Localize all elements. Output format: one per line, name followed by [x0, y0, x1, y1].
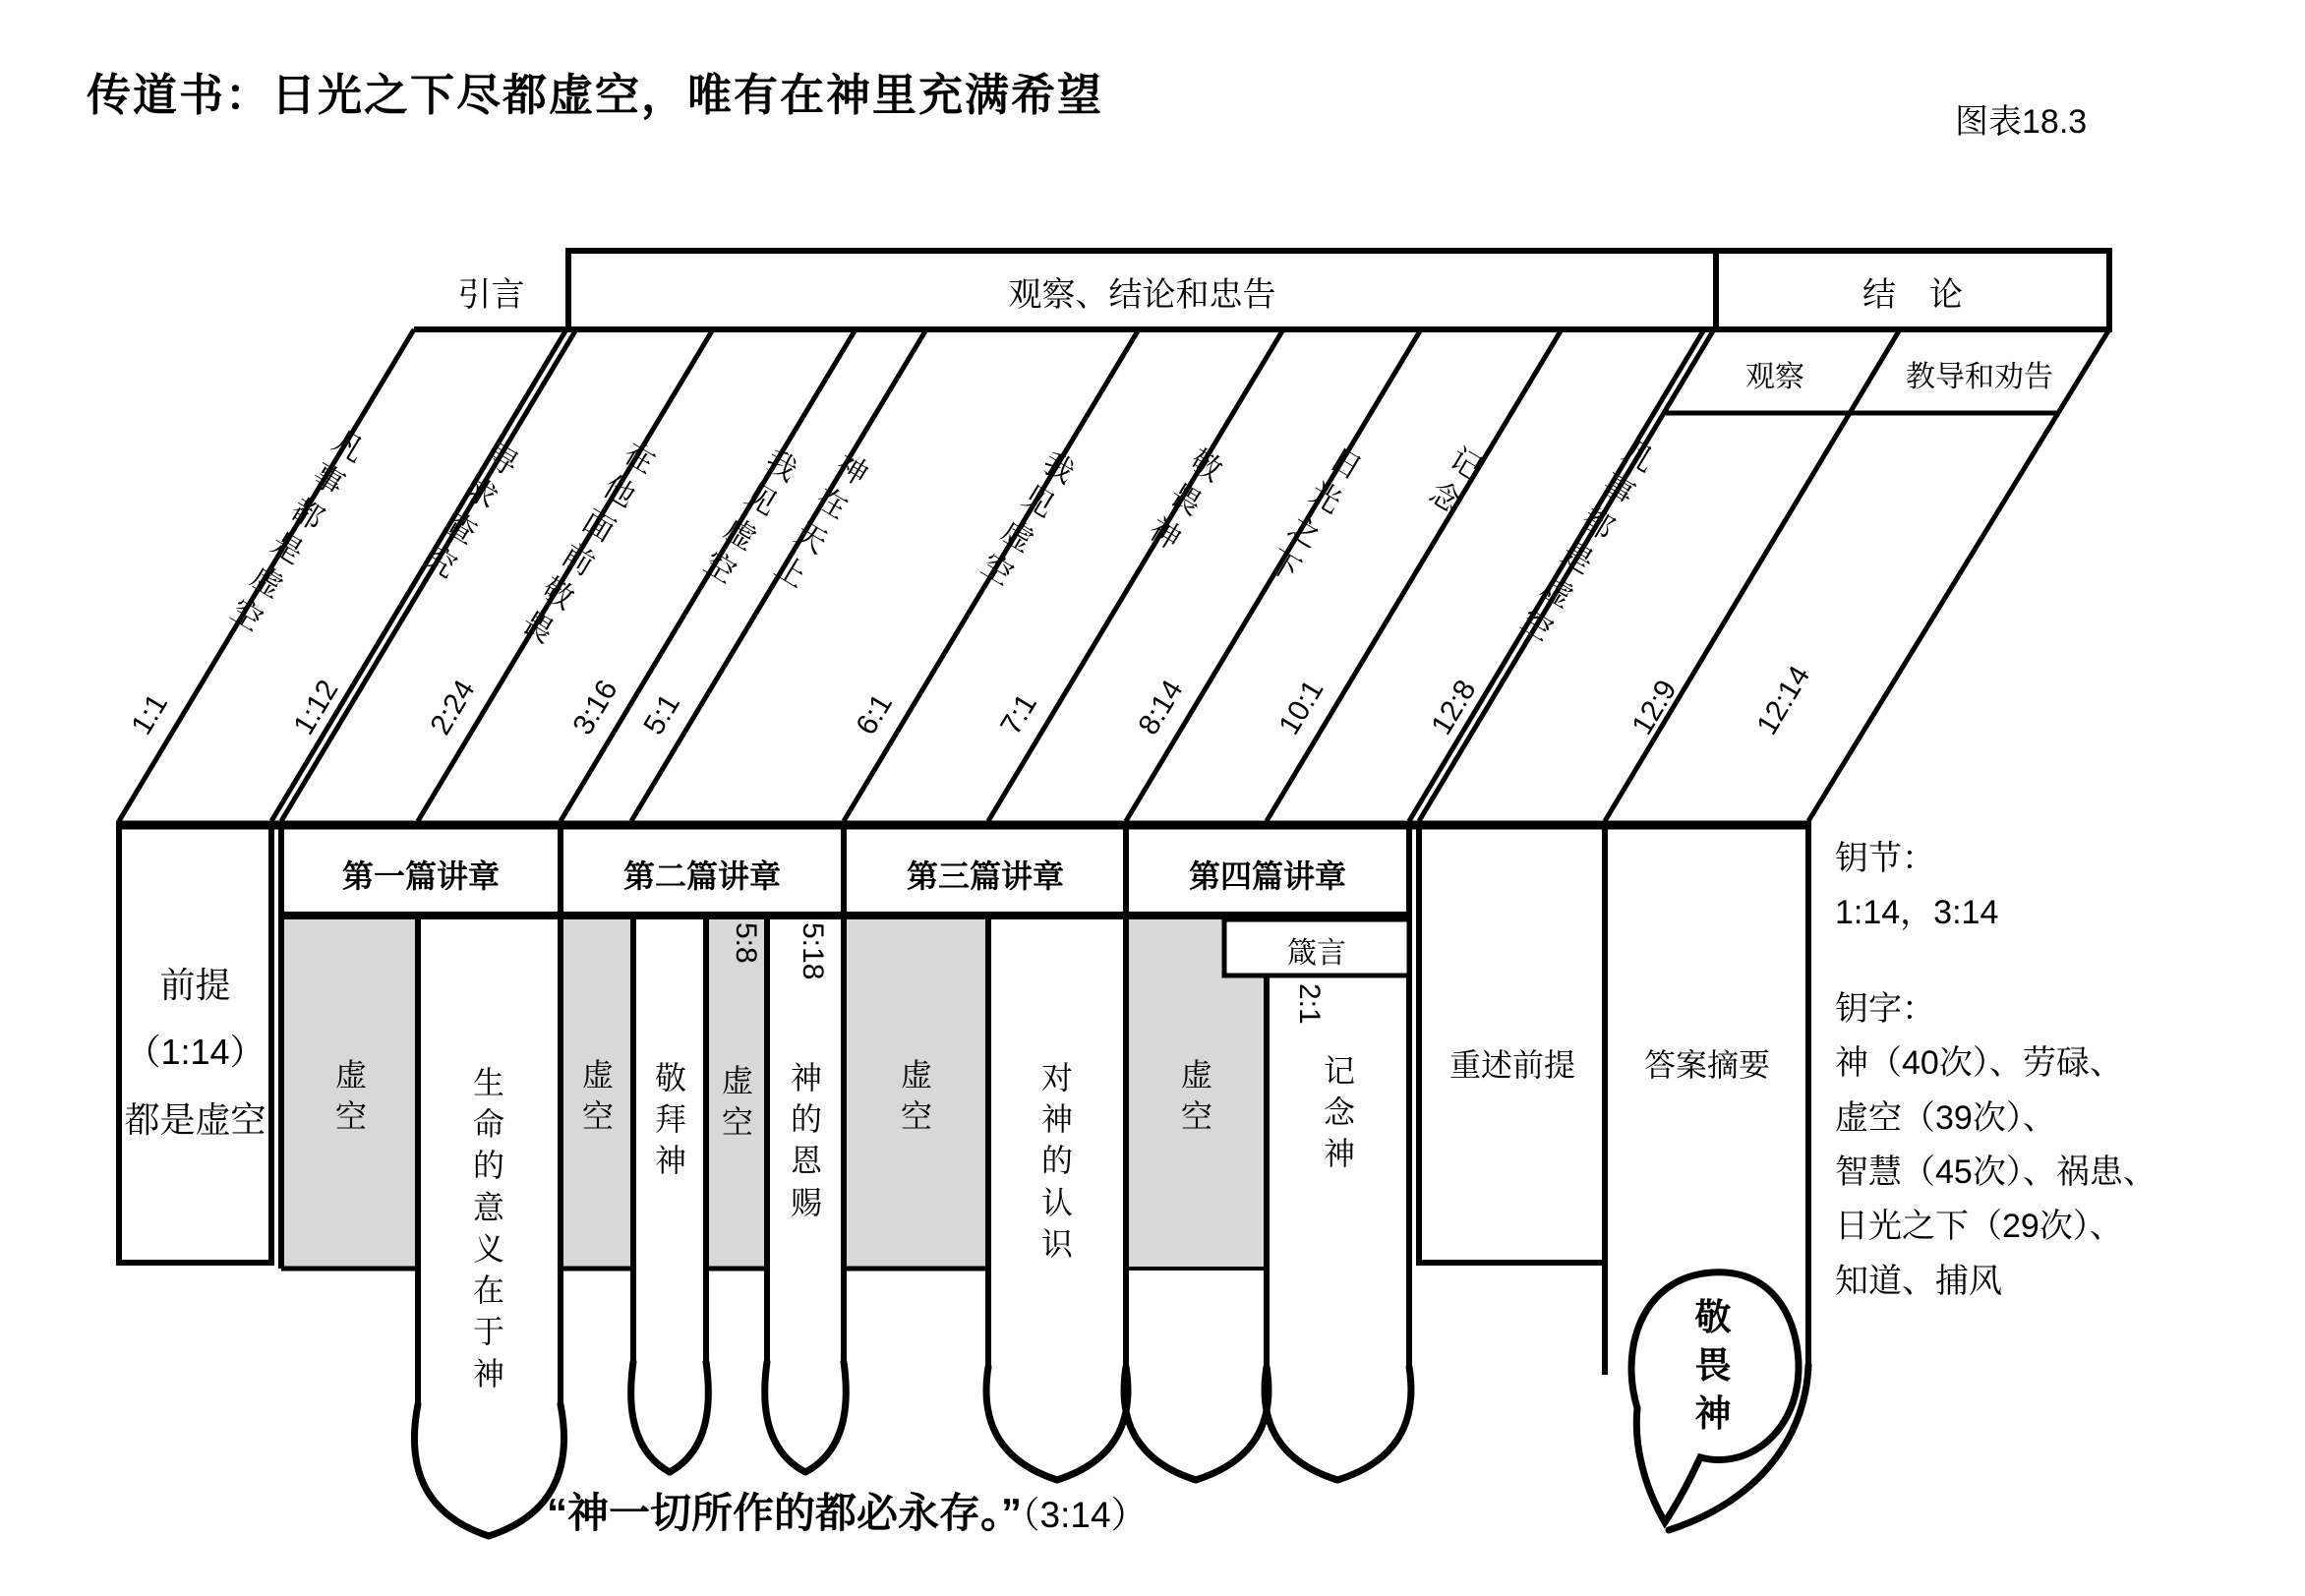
fear-god-label: 敬畏神 — [1694, 1297, 1732, 1434]
slant-label-7: 敬畏神 — [1143, 443, 1228, 558]
sermon-4-header: 第四篇讲章 — [1188, 858, 1346, 894]
key-words-4: 日光之下（29次）、 — [1835, 1208, 2123, 1246]
ref-5-18: 5:18 — [797, 922, 829, 980]
slant-label-3: 在他面前敬畏 — [514, 435, 662, 652]
key-words-3: 智慧（45次）、祸患、 — [1835, 1153, 2157, 1192]
key-block — [1835, 832, 2157, 1309]
sermon-3-header: 第三篇讲章 — [906, 858, 1064, 894]
ref-2-24: 2:24 — [424, 674, 482, 740]
figure-number: 图表18.3 — [1955, 103, 2088, 141]
premise-block — [119, 952, 271, 1153]
ref-2-1: 2:1 — [1293, 983, 1326, 1025]
bottom-quote — [547, 1481, 1148, 1540]
sermon-2-header: 第二篇讲章 — [622, 858, 781, 894]
ref-8-14: 8:14 — [1132, 674, 1190, 740]
quote-ref: （3:14） — [1022, 1495, 1148, 1535]
key-verses: 1:14，3:14 — [1835, 894, 1999, 932]
key-verses-title: 钥节： — [1835, 840, 1935, 877]
header-conclusion: 结 论 — [1862, 276, 1963, 314]
subheader-observe: 观察 — [1745, 361, 1804, 393]
header-observation: 观察、结论和忠告 — [1008, 276, 1276, 314]
key-words-2: 虚空（39次）、 — [1835, 1098, 2056, 1137]
ref-7-1: 7:1 — [994, 688, 1044, 740]
col-gods-gift: 神的恩赐 — [790, 1059, 822, 1221]
subheader-teach: 教导和劝告 — [1906, 361, 2053, 393]
slant-label-5: 神在天上 — [768, 446, 874, 595]
ref-6-1: 6:1 — [850, 688, 900, 740]
key-words-5: 知道、捕风 — [1835, 1262, 2002, 1300]
ref-12-8: 12:8 — [1425, 674, 1483, 740]
slant-label-9: 记念 — [1422, 441, 1488, 521]
page-title: 传道书：日光之下尽都虚空，唯有在神里充满希望 — [87, 70, 1104, 120]
ref-5-1: 5:1 — [637, 688, 687, 740]
ref-1-1: 1:1 — [125, 688, 175, 740]
premise-line-3: 都是虚空 — [124, 1098, 266, 1140]
ref-10-1: 10:1 — [1272, 674, 1330, 740]
ref-3-16: 3:16 — [566, 674, 624, 740]
col-worship-god: 敬拜神 — [654, 1059, 686, 1180]
slant-label-6: 我见虚空 — [975, 444, 1081, 593]
slant-label-1: 凡事都是虚空 — [223, 423, 371, 640]
answer-summary-label: 答案摘要 — [1643, 1047, 1770, 1083]
col-knowing-god: 对神的认识 — [1040, 1059, 1073, 1263]
premise-line-1: 前提 — [159, 965, 231, 1005]
key-words-title: 钥字： — [1835, 989, 1935, 1028]
key-words-1: 神（40次）、劳碌、 — [1835, 1044, 2123, 1083]
header-intro: 引言 — [457, 276, 525, 314]
ref-12-9: 12:9 — [1625, 674, 1684, 740]
col-vanity-2: 虚空 — [581, 1056, 614, 1136]
slant-label-10: 凡事都是虚空 — [1513, 433, 1661, 650]
col-vanity-4: 虚空 — [900, 1056, 932, 1136]
premise-line-2: （1:14） — [125, 1032, 266, 1073]
proverb-label: 箴言 — [1287, 937, 1346, 970]
ref-12-14: 12:14 — [1750, 660, 1817, 740]
slant-label-2: 寻求查究 — [418, 437, 524, 585]
restate-premise-label: 重述前提 — [1448, 1047, 1575, 1083]
slant-label-4: 我见虚空 — [697, 443, 803, 591]
quote-text: “神一切所作的都必永存。” — [547, 1490, 1023, 1536]
col-vanity-1: 虚空 — [334, 1056, 367, 1136]
sermon-1-header: 第一篇讲章 — [341, 858, 500, 894]
ref-1-12: 1:12 — [287, 674, 345, 740]
col-meaning-of-life: 生命的意义在于神 — [472, 1064, 504, 1392]
col-vanity-3: 虚空 — [721, 1062, 753, 1142]
ref-5-8: 5:8 — [730, 922, 762, 964]
col-remember-god: 记念神 — [1323, 1052, 1355, 1173]
slant-label-8: 日光之下 — [1262, 441, 1368, 589]
col-vanity-5: 虚空 — [1180, 1056, 1212, 1136]
